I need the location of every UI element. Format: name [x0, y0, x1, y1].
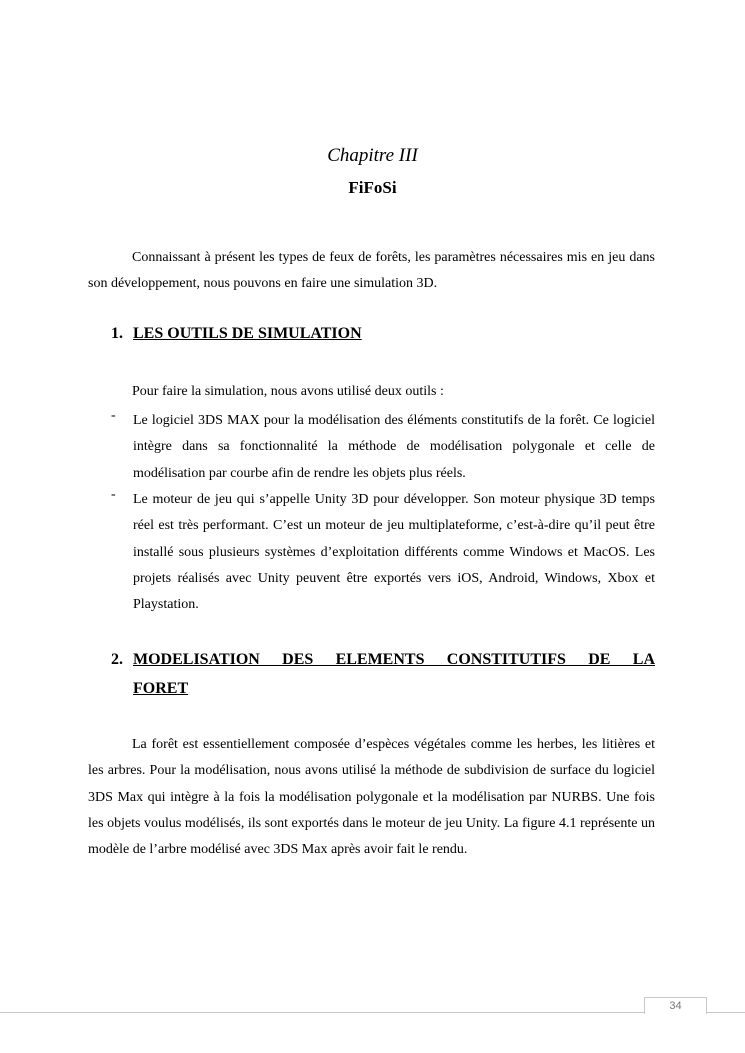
bullet-marker: - [111, 408, 116, 423]
section-number: 2. [111, 651, 123, 668]
intro-paragraph [88, 245, 655, 298]
page-number: 34 [669, 1000, 682, 1012]
intro-paragraph-text: Connaissant à présent les types de feux de forêts, les paramètres nécessaires mis en jeu dans son développement, nous pouvons en faire une simulation 3D. [88, 250, 655, 292]
bullet-marker: - [111, 487, 116, 502]
bullet-item: Le logiciel 3DS MAX pour la modélisation des éléments constitutifs de la forêt. Ce logiciel intègre dans sa fonctionnalité la méthode de modélisation polygonale et celle de modélisation par courbe afin de rendre les objets plus réels. [133, 413, 655, 481]
section-title-line2: FORET [133, 680, 189, 697]
chapter-label-text: Chapitre III [327, 145, 418, 166]
section-number: 1. [111, 325, 123, 342]
chapter-title: FiFoSi [348, 178, 397, 197]
section2-paragraph-text: La forêt est essentiellement composée d’espèces végétales comme les herbes, les litières et les arbres. Pour la modélisation, nous avons utilisé la méthode de subdivision de surface du logiciel 3DS Max qui intègre à la fois la modélisation polygonale et la modélisation par NURBS. Une fois les objets voulus modélisés, ils sont exportés dans le moteur de jeu Unity. La figure 4.1 représente un modèle de l’arbre modélisé avec 3DS Max après avoir fait le rendu. [88, 737, 655, 858]
footer-rule [0, 1012, 745, 1013]
section2-paragraph [88, 732, 655, 863]
section-title: LES OUTILS DE SIMULATION [133, 325, 362, 342]
bullet-item: Le moteur de jeu qui s’appelle Unity 3D pour développer. Son moteur physique 3D temps réel est très performant. C’est un moteur de jeu multiplateforme, c’est-à-dire qu’il peut être installé sous plusieurs systèmes d’exploitation différents comme Windows et MacOS. Les projets réalisés avec Unity peuvent être exportés vers iOS, Android, Windows, Xbox et Playstation. [133, 492, 655, 613]
section-title-line1: MODELISATION DES ELEMENTS CONSTITUTIFS DE LA [133, 651, 655, 668]
chapter-label [0, 145, 745, 167]
section1-intro: Pour faire la simulation, nous avons utilisé deux outils : [132, 384, 444, 399]
page-number-box [644, 997, 707, 1014]
